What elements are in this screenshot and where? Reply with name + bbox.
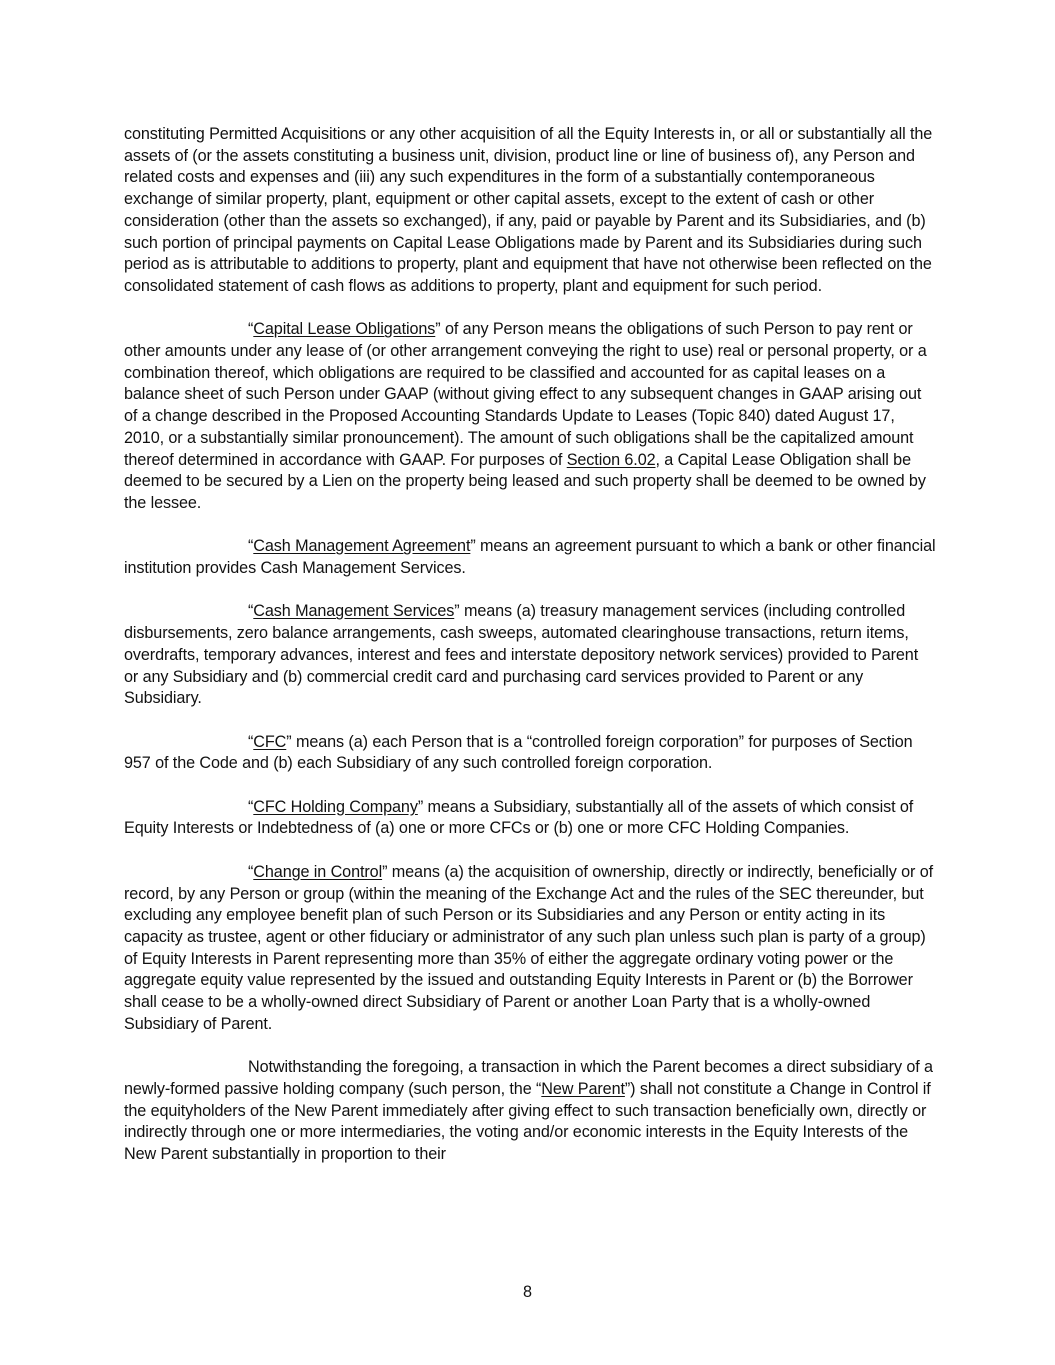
defined-term: Change in Control [253, 862, 383, 881]
document-page [124, 124, 936, 1187]
definition-text: ” of any Person means the obligations of such Person to pay rent or other amounts under any lease of (or other arrangement conveying the right to use) real or personal property, or a combination thereof, which obligations are required to be classified and accounted for as capital leases on a balance sheet of such Person under GAAP (without giving effect to any subsequent changes in GAAP arising out of a change described in the Proposed Accounting Standards Update to Leases (Topic 840) dated August 17, 2010, or a substantially similar pronouncement). The amount of such obligations shall be the capitalized amount thereof determined in accordance with GAAP. For purposes of [124, 320, 927, 469]
open-quote: “ [248, 320, 254, 339]
definition-cash-management-agreement [124, 536, 936, 579]
definition-change-in-control [124, 862, 936, 1036]
open-quote: “ [248, 732, 254, 751]
definition-cfc [124, 732, 936, 775]
paragraph-text: Notwithstanding the foregoing, a transaction in which the Parent becomes a direct subsidiary of a newly-formed passive holding company (such person, the “ [124, 1058, 933, 1098]
defined-term: Cash Management Services [253, 602, 455, 621]
definition-cash-management-services [124, 601, 936, 710]
open-quote: “ [248, 602, 254, 621]
open-quote: “ [248, 862, 254, 881]
definition-text: ” means an agreement pursuant to which a bank or other financial institution provides Cash Management Services. [124, 537, 936, 578]
section-reference: Section 6.02 [566, 450, 656, 469]
definition-text: ” means (a) treasury management services (including controlled disbursements, zero balance arrangements, cash sweeps, automated clearinghouse transactions, return items, overdrafts, temporary advances, interest and fees and interstate depository network services) provided to Parent or any Subsidiary and (b) commercial credit card and purchasing card services provided to Parent or any Subsidiary. [124, 602, 919, 708]
definition-text: ” means a Subsidiary, substantially all of the assets of which consist of Equity Interests or Indebtedness of (a) one or more CFCs or (b) one or more CFC Holding Companies. [124, 797, 914, 838]
definition-text-continued: , a Capital Lease Obligation shall be deemed to be secured by a Lien on the property being leased and such property shall be deemed to be owned by the lessee. [124, 450, 926, 512]
defined-term: CFC Holding Company [253, 797, 418, 816]
defined-term: New Parent [541, 1079, 625, 1098]
paragraph-notwithstanding [124, 1057, 936, 1166]
definition-cfc-holding-company [124, 797, 936, 840]
definition-text: ” means (a) the acquisition of ownership, directly or indirectly, beneficially or of record, by any Person or group (within the meaning of the Exchange Act and the rules of the SEC thereunder, but excluding any employee benefit plan of such Person or its Subsidiaries and any Person or entity acting in its capacity as trustee, agent or other fiduciary or administrator of any such plan unless such plan is party of a group) of Equity Interests in Parent representing more than 35% of either the aggregate ordinary voting power or the aggregate equity value represented by the issued and outstanding Equity Interests in Parent or (b) the Borrower shall cease to be a wholly-owned direct Subsidiary of Parent or another Loan Party that is a wholly-owned Subsidiary of Parent. [124, 862, 933, 1033]
open-quote: “ [248, 797, 254, 816]
definition-capital-lease-obligations [124, 319, 936, 514]
defined-term: CFC [253, 732, 287, 751]
paragraph-text: constituting Permitted Acquisitions or any other acquisition of all the Equity Interests in, or all or substantially all the assets of (or the assets constituting a business unit, division, product line or line of business of), any Person and related costs and expenses and (iii) any such expenditures in the form of a substantially contemporaneous exchange of similar property, plant, equipment or other capital assets, except to the extent of cash or other consideration (other than the assets so exchanged), if any, paid or payable by Parent and its Subsidiaries, and (b) such portion of principal payments on Capital Lease Obligations made by Parent and its Subsidiaries during such period as is attributable to additions to property, plant and equipment that have not otherwise been reflected on the consolidated statement of cash flows as additions to property, plant and equipment for such period. [124, 125, 933, 295]
paragraph-continuation [124, 124, 936, 298]
definition-text: ” means (a) each Person that is a “controlled foreign corporation” for purposes of Section 957 of the Code and (b) each Subsidiary of any such controlled foreign corporation. [124, 732, 913, 773]
defined-term: Cash Management Agreement [253, 537, 471, 556]
page-number: 8 [522, 1283, 532, 1301]
paragraph-text-continued: ”) shall not constitute a Change in Control if the equityholders of the New Parent immediately after giving effect to such transaction beneficially own, directly or indirectly through one or more intermediaries, the voting and/or economic interests in the Equity Interests of the New Parent substantially in proportion to their [124, 1079, 931, 1163]
defined-term: Capital Lease Obligations [253, 320, 436, 339]
open-quote: “ [248, 537, 254, 556]
